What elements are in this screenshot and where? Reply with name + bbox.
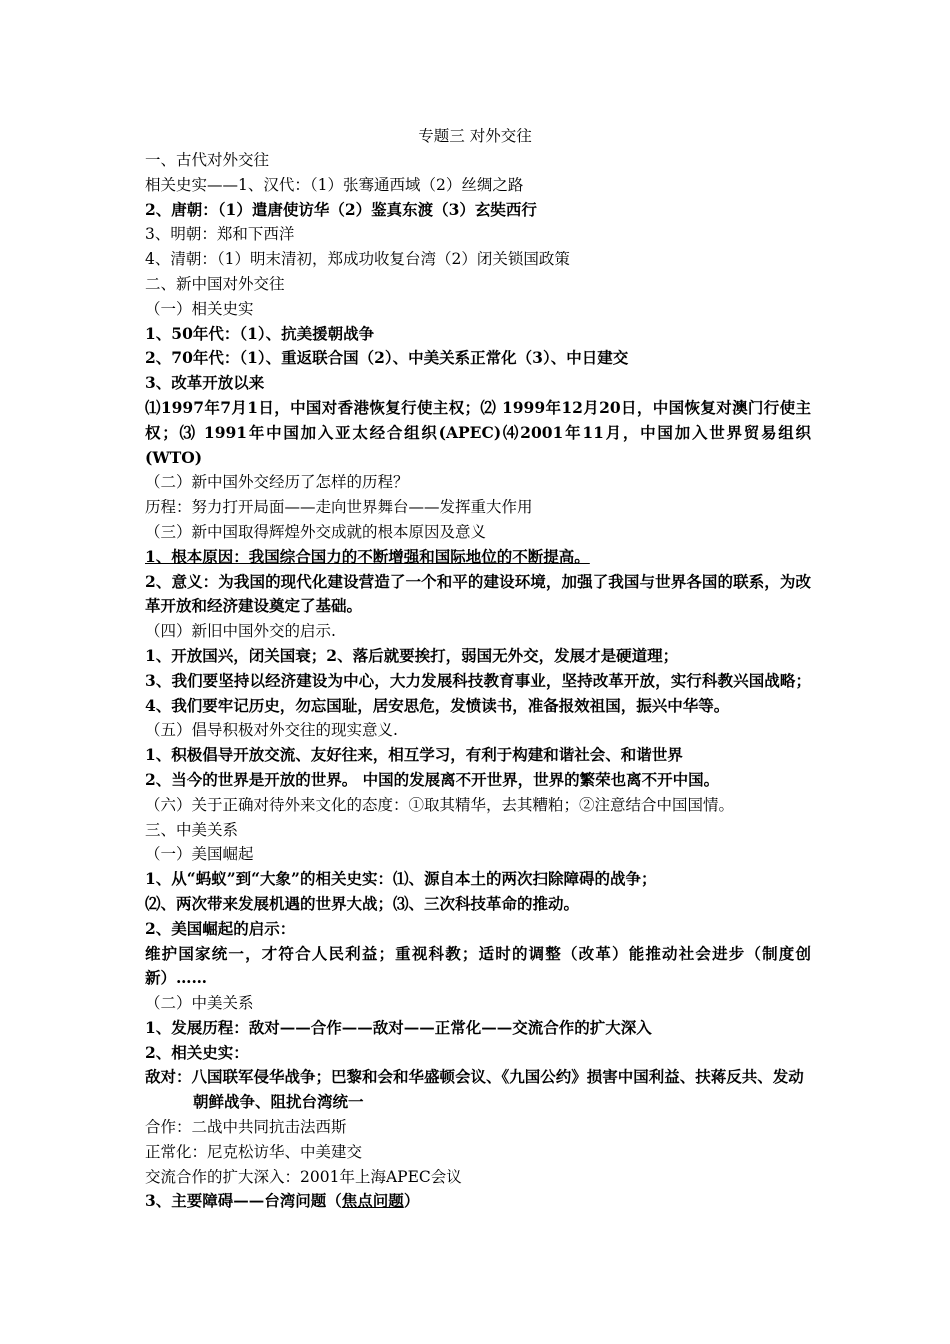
text-line: 1、开放国兴，闭关国衰；2、落后就要挨打，弱国无外交，发展才是硬道理； [145,645,679,665]
text-line: 2、当今的世界是开放的世界。 中国的发展离不开世界，世界的繁荣也离不开中国。 [145,769,720,789]
text-line: 2、唐朝：（1）遣唐使访华（2）鉴真东渡（3）玄奘西行 [145,199,537,219]
paragraph-inspiration: 3、我们要坚持以经济建设为中心，大力发展科技教育事业，坚持改革开放，实行科教兴国战略；4、我们要牢记历史，勿忘国耻，居安思危，发愤读书，准备报效祖国，振兴中华等。 [145,670,811,715]
text-line: 1、积极倡导开放交流、友好往来，相互学习，有利于构建和谐社会、和谐世界 [145,745,683,765]
text-line: 合作：二战中共同抗击法西斯 [145,1118,347,1137]
paragraph-meaning: 2、意义：为我国的现代化建设营造了一个和平的建设环境，加强了我国与世界各国的联系，为改革开放和经济建设奠定了基础。 [145,571,811,616]
paragraph-us-inspiration: 维护国家统一，才符合人民利益；重视科教；适时的调整（改革）能推动社会进步（制度创新）…… [145,943,811,988]
text-line: 3、明朝：郑和下西洋 [145,225,295,244]
subheading: （二）中美关系 [145,994,254,1013]
text-line: 3、改革开放以来 [145,373,265,393]
text-line-underlined: 1、根本原因：我国综合国力的不断增强和国际地位的不断提高。 [145,546,590,566]
subheading: （四）新旧中国外交的启示. [145,622,336,641]
text-line: 2、美国崛起的启示： [145,918,296,938]
text-line: 1、50年代：（1）、抗美援朝战争 [145,323,375,343]
subheading: （二）新中国外交经历了怎样的历程？ [145,473,409,492]
text-line [145,1165,811,1190]
text-span: 3、主要障碍——台湾问题（ [145,1191,342,1211]
text-line: 相关史实——1、汉代：（1）张骞通西域（2）丝绸之路 [145,175,524,194]
focus-issue-underlined: 焦点问题 [341,1191,404,1211]
text-line: 2、70年代：（1）、重返联合国（2）、中美关系正常化（3）、中日建交 [145,348,629,368]
paragraph-events: ⑴1997年7月1日，中国对香港恢复行使主权；⑵ 1999年12月20日，中国恢复对澳门行使主权；⑶ 1991年中国加入亚太经合组织(APEC)⑷2001年11月，中国加入世界贸易组织(WTO) [145,397,811,467]
text-line: ⑵、两次带来发展机遇的世界大战；⑶、三次科技革命的推动。 [145,893,580,913]
text-line: 历程：努力打开局面——走向世界舞台——发挥重大作用 [145,498,533,517]
text-line: 2、相关史实： [145,1042,249,1062]
paragraph-hostile: 敌对：八国联军侵华战争；巴黎和会和华盛顿会议、《九国公约》损害中国利益、扶蒋反共、发动朝鲜战争、阻扰台湾统一 [145,1067,804,1112]
section-heading-ancient: 一、古代对外交往 [145,151,270,169]
subheading: （一）美国崛起 [145,845,254,864]
text-line: 正常化：尼克松访华、中美建交 [145,1142,363,1161]
document-body [145,148,811,1214]
text-line: 1、从“蚂蚁”到“大象”的相关史实：⑴、源自本土的两次扫除障碍的战争； [145,869,657,889]
text-line: 4、清朝：（1）明末清初，郑成功收复台湾（2）闭关锁国政策 [145,250,570,269]
text-line: 1、发展历程：敌对——合作——敌对——正常化——交流合作的扩大深入 [145,1017,652,1037]
text-span: 交流合作的扩大深入：2001年上海APEC会议 [145,1167,462,1186]
section-heading-new-china: 二、新中国对外交往 [145,274,285,293]
section-heading-sino-us: 三、中美关系 [145,820,239,839]
subheading: （三）新中国取得辉煌外交成就的根本原因及意义 [145,522,487,541]
subheading: （一）相关史实 [145,299,254,318]
subheading: （六）关于正确对待外来文化的态度：①取其精华，去其糟粕；②注意结合中国国情。 [145,795,735,814]
text-span: ） [403,1191,420,1211]
subheading: （五）倡导积极对外交往的现实意义. [145,721,398,740]
text-line-obstacle [145,1189,811,1214]
page-title: 专题三 对外交往 [418,127,532,145]
